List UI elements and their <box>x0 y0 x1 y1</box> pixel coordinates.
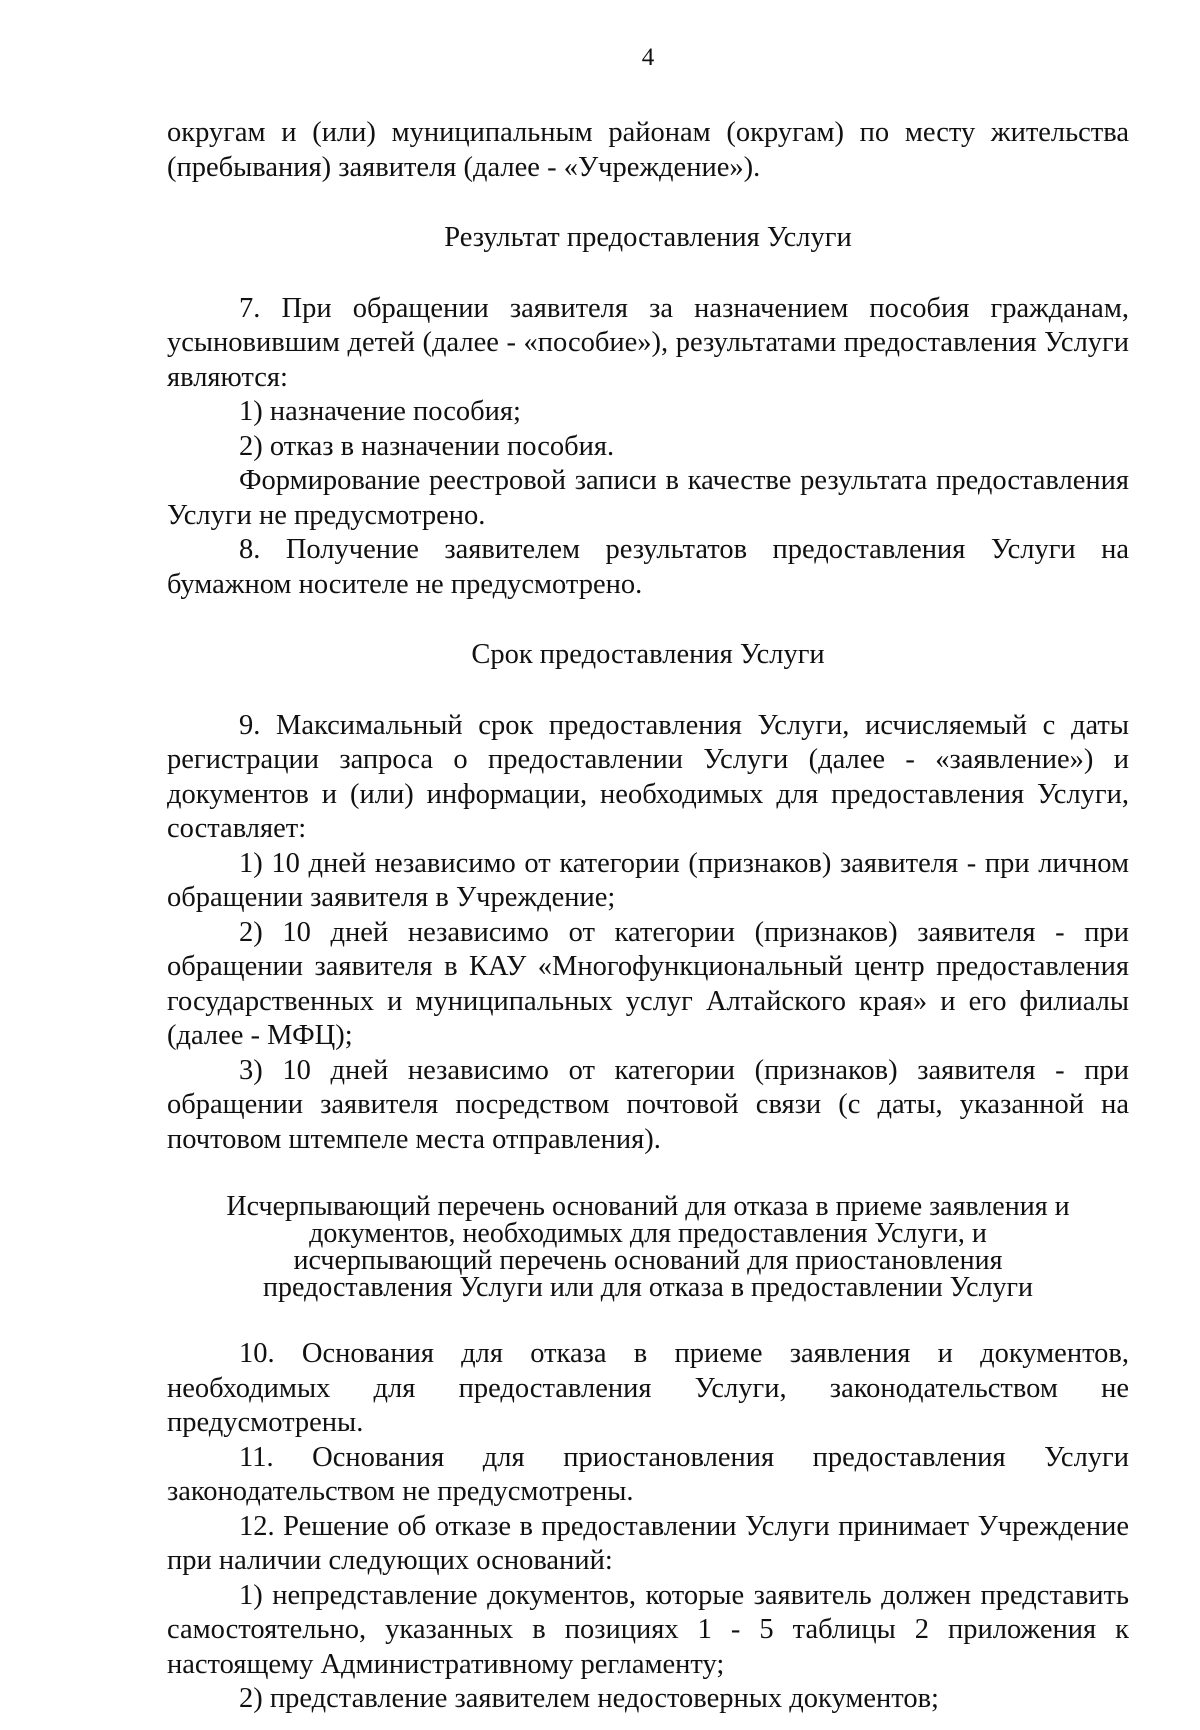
document-body <box>167 116 1129 1717</box>
paragraph-10: 10. Основания для отказа в приеме заявления и документов, необходимых для предоставления Услуги, законодательством не предусмотрены. <box>167 1338 1129 1438</box>
paragraph-7-item-1: 1) назначение пособия; <box>239 396 521 427</box>
heading-service-term: Срок предоставления Услуги <box>471 639 825 670</box>
paragraph-12-item-2: 2) представление заявителем недостоверных документов; <box>239 1683 939 1714</box>
heading-service-result: Результат предоставления Услуги <box>444 222 852 253</box>
paragraph-7: 7. При обращении заявителя за назначением пособия гражданам, усыновившим детей (далее - «пособие»), результатами предоставления Услуги являются: <box>167 292 1129 393</box>
paragraph-9-item-1: 1) 10 дней независимо от категории (признаков) заявителя - при личном обращении заявителя в Учреждение; <box>167 847 1129 913</box>
page-number: 4 <box>641 44 655 71</box>
paragraph-7-item-2: 2) отказ в назначении пособия. <box>239 430 615 462</box>
paragraph-12: 12. Решение об отказе в предоставлении Услуги принимает Учреждение при наличии следующих оснований: <box>167 1510 1129 1576</box>
paragraph-9: 9. Максимальный срок предоставления Услуги, исчисляемый с даты регистрации запроса о предоставлении Услуги (далее - «заявление») и документов и (или) информации, необходимых для предоставления Услуги, составляет: <box>167 709 1129 844</box>
paragraph-9-item-3: 3) 10 дней независимо от категории (признаков) заявителя - при обращении заявителя посредством почтовой связи (с даты, указанной на почтовом штемпеле места отправления). <box>167 1054 1129 1155</box>
paragraph-12-item-1: 1) непредставление документов, которые заявитель должен представить самостоятельно, указанных в позициях 1 - 5 таблицы 2 приложения к настоящему Административному регламенту; <box>167 1579 1129 1680</box>
heading-refusal-grounds: Исчерпывающий перечень оснований для отказа в приеме заявления и документов, необходимых для предоставления Услуги, и исчерпывающий перечень оснований для приостановления предоставления Услуги или для отказа в предоставлении Услуги <box>226 1191 1070 1303</box>
paragraph-11: 11. Основания для приостановления предоставления Услуги законодательством не предусмотрены. <box>167 1441 1129 1507</box>
paragraph-intro: округам и (или) муниципальным районам (округам) по месту жительства (пребывания) заявителя (далее - «Учреждение»). <box>167 117 1129 183</box>
paragraph-7-note: Формирование реестровой записи в качестве результата предоставления Услуги не предусмотрено. <box>167 465 1129 531</box>
paragraph-8: 8. Получение заявителем результатов предоставления Услуги на бумажном носителе не предусмотрено. <box>167 534 1129 600</box>
paragraph-9-item-2: 2) 10 дней независимо от категории (признаков) заявителя - при обращении заявителя в КАУ «Многофункциональный центр предоставления государственных и муниципальных услуг Алтайского края» и его филиалы (далее - МФЦ); <box>167 916 1129 1051</box>
